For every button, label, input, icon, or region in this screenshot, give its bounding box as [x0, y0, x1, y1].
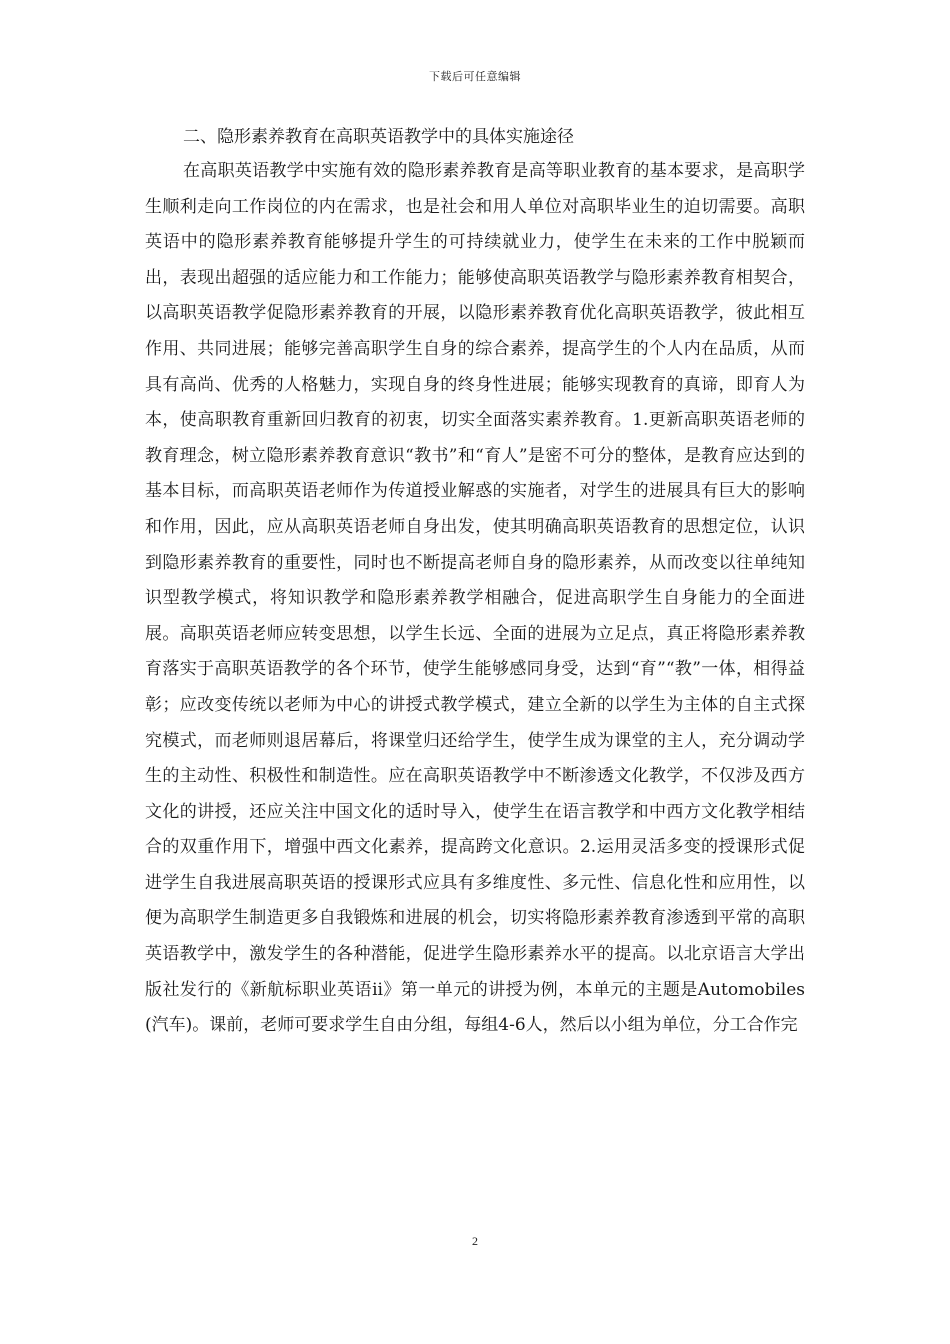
- page-content: [145, 126, 805, 1044]
- page-header: 下载后可任意编辑: [429, 70, 521, 83]
- page-number: 2: [472, 1234, 478, 1248]
- section-heading: 二、隐形素养教育在高职英语教学中的具体实施途径: [183, 127, 574, 147]
- body-paragraph: 在高职英语教学中实施有效的隐形素养教育是高等职业教育的基本要求，是高职学生顺利走向工作岗位的内在需求，也是社会和用人单位对高职毕业生的迫切需要。高职英语中的隐形素养教育能够提升学生的可持续就业力，使学生在未来的工作中脱颖而出，表现出超强的适应能力和工作能力；能够使高职英语教学与隐形素养教育相契合，以高职英语教学促隐形素养教育的开展，以隐形素养教育优化高职英语教学，彼此相互作用、共同进展；能够完善高职学生自身的综合素养，提高学生的个人内在品质，从而具有高尚、优秀的人格魅力，实现自身的终身性进展；能够实现教育的真谛，即育人为本，使高职教育重新回归教育的初衷，切实全面落实素养教育。1.更新高职英语老师的教育理念，树立隐形素养教育意识“教书”和“育人”是密不可分的整体，是教育应达到的基本目标，而高职英语老师作为传道授业解惑的实施者，对学生的进展具有巨大的影响和作用，因此，应从高职英语老师自身出发，使其明确高职英语教育的思想定位，认识到隐形素养教育的重要性，同时也不断提高老师自身的隐形素养，从而改变以往单纯知识型教学模式，将知识教学和隐形素养教学相融合，促进高职学生自身能力的全面进展。高职英语老师应转变思想，以学生长远、全面的进展为立足点，真正将隐形素养教育落实于高职英语教学的各个环节，使学生能够感同身受，达到“育”“教”一体，相得益彰；应改变传统以老师为中心的讲授式教学模式，建立全新的以学生为主体的自主式探究模式，而老师则退居幕后，将课堂归还给学生，使学生成为课堂的主人，充分调动学生的主动性、积极性和制造性。应在高职英语教学中不断渗透文化教学，不仅涉及西方文化的讲授，还应关注中国文化的适时导入，使学生在语言教学和中西方文化教学相结合的双重作用下，增强中西文化素养，提高跨文化意识。2.运用灵活多变的授课形式促进学生自我进展高职英语的授课形式应具有多维度性、多元性、信息化性和应用性，以便为高职学生制造更多自我锻炼和进展的机会，切实将隐形素养教育渗透到平常的高职英语教学中，激发学生的各种潜能，促进学生隐形素养水平的提高。以北京语言大学出版社发行的《新航标职业英语ii》第一单元的讲授为例，本单元的主题是Automobiles(汽车)。课前，老师可要求学生自由分组，每组4-6人，然后以小组为单位，分工合作完: [145, 161, 805, 1036]
